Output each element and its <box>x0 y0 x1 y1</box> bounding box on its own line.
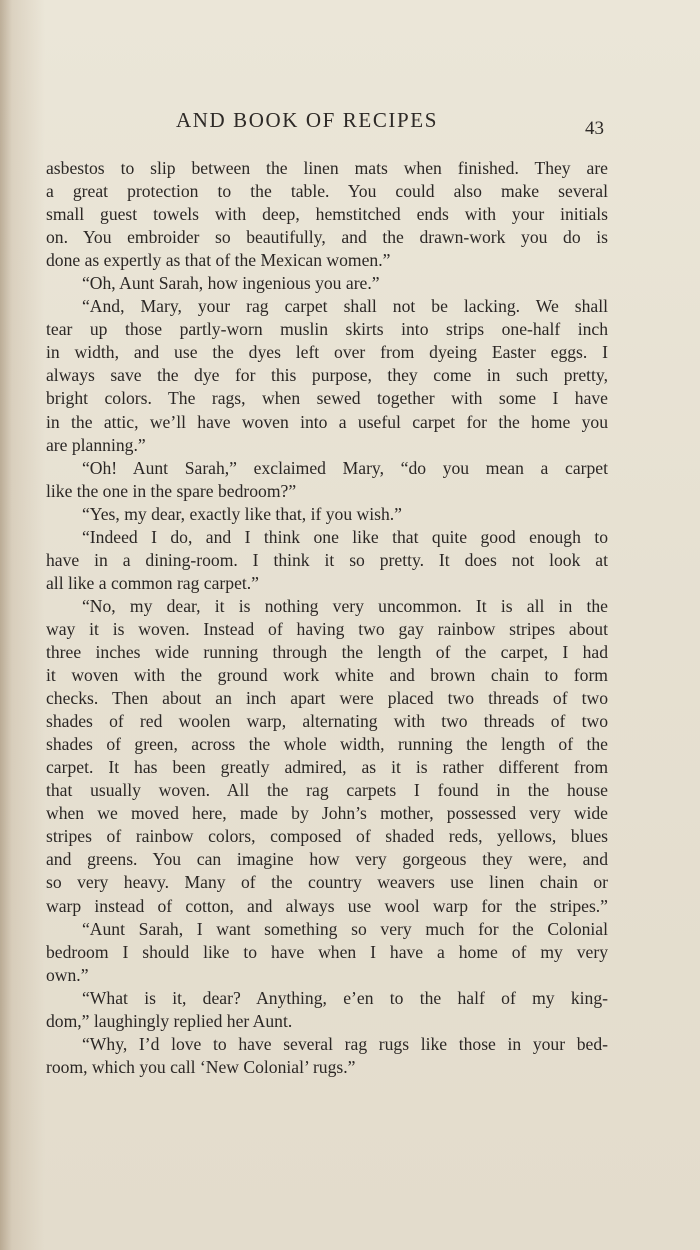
text-line: in width, and use the dyes left over from dyeing Easter eggs. I <box>46 342 608 363</box>
text-line: bright colors. The rags, when sewed together with some I have <box>46 388 608 409</box>
text-line: and greens. You can imagine how very gorgeous they were, and <box>46 849 608 870</box>
text-line: shades of red woolen warp, alternating with two threads of two <box>46 711 608 732</box>
text-line: small guest towels with deep, hemstitched ends with your initials <box>46 204 608 225</box>
text-line: “What is it, dear? Anything, e’en to the half of my king- <box>82 987 608 1008</box>
text-line: “Oh, Aunt Sarah, how ingenious you are.” <box>82 273 380 294</box>
text-line: dom,” laughingly replied her Aunt. <box>46 1010 293 1031</box>
text-line: own.” <box>46 964 89 985</box>
text-line: “Indeed I do, and I think one like that quite good enough to <box>82 526 608 547</box>
text-line: have in a dining-room. I think it so pretty. It does not look at <box>46 549 608 570</box>
running-head: AND BOOK OF RECIPES <box>176 108 439 132</box>
text-line: warp instead of cotton, and always use wool warp for the stripes.” <box>46 895 608 916</box>
text-line: tear up those partly-worn muslin skirts into strips one-half inch <box>46 319 608 340</box>
text-line: “And, Mary, your rag carpet shall not be lacking. We shall <box>82 296 608 317</box>
text-line: bedroom I should like to have when I have a home of my very <box>46 941 608 962</box>
text-line: like the one in the spare bedroom?” <box>46 480 297 501</box>
text-line: it woven with the ground work white and brown chain to form <box>46 665 608 686</box>
text-line: checks. Then about an inch apart were placed two threads of two <box>46 688 608 709</box>
page-number: 43 <box>585 118 604 139</box>
text-line: all like a common rag carpet.” <box>46 572 259 593</box>
text-line: stripes of rainbow colors, composed of shaded reds, yellows, blues <box>46 826 608 847</box>
text-line: asbestos to slip between the linen mats when finished. They are <box>46 158 608 178</box>
text-line: are planning.” <box>46 434 146 455</box>
text-line: room, which you call ‘New Colonial’ rugs.” <box>46 1056 356 1077</box>
text-line: a great protection to the table. You could also make several <box>46 181 608 202</box>
text-line: on. You embroider so beautifully, and the drawn-work you do is <box>46 227 608 248</box>
text-line: “Yes, my dear, exactly like that, if you wish.” <box>82 503 402 524</box>
body-text <box>46 157 608 1079</box>
text-line: that usually woven. All the rag carpets I found in the house <box>46 780 608 801</box>
text-line: shades of green, across the whole width, running the length of the <box>46 734 608 755</box>
text-line: in the attic, we’ll have woven into a useful carpet for the home you <box>46 411 608 432</box>
text-line: way it is woven. Instead of having two gay rainbow stripes about <box>46 618 608 639</box>
text-line: “Aunt Sarah, I want something so very much for the Colonial <box>82 918 608 939</box>
text-line: so very heavy. Many of the country weavers use linen chain or <box>46 872 608 893</box>
page-header <box>0 108 700 138</box>
text-line: “No, my dear, it is nothing very uncommon. It is all in the <box>82 595 608 616</box>
text-line: carpet. It has been greatly admired, as it is rather different from <box>46 757 608 778</box>
text-line: always save the dye for this purpose, they come in such pretty, <box>46 365 608 386</box>
text-line: “Oh! Aunt Sarah,” exclaimed Mary, “do you mean a carpet <box>82 457 608 478</box>
text-line: done as expertly as that of the Mexican women.” <box>46 250 391 271</box>
text-line: three inches wide running through the length of the carpet, I had <box>46 641 608 662</box>
text-line: “Why, I’d love to have several rag rugs like those in your bed- <box>82 1033 608 1054</box>
text-line: when we moved here, made by John’s mother, possessed very wide <box>46 803 608 824</box>
